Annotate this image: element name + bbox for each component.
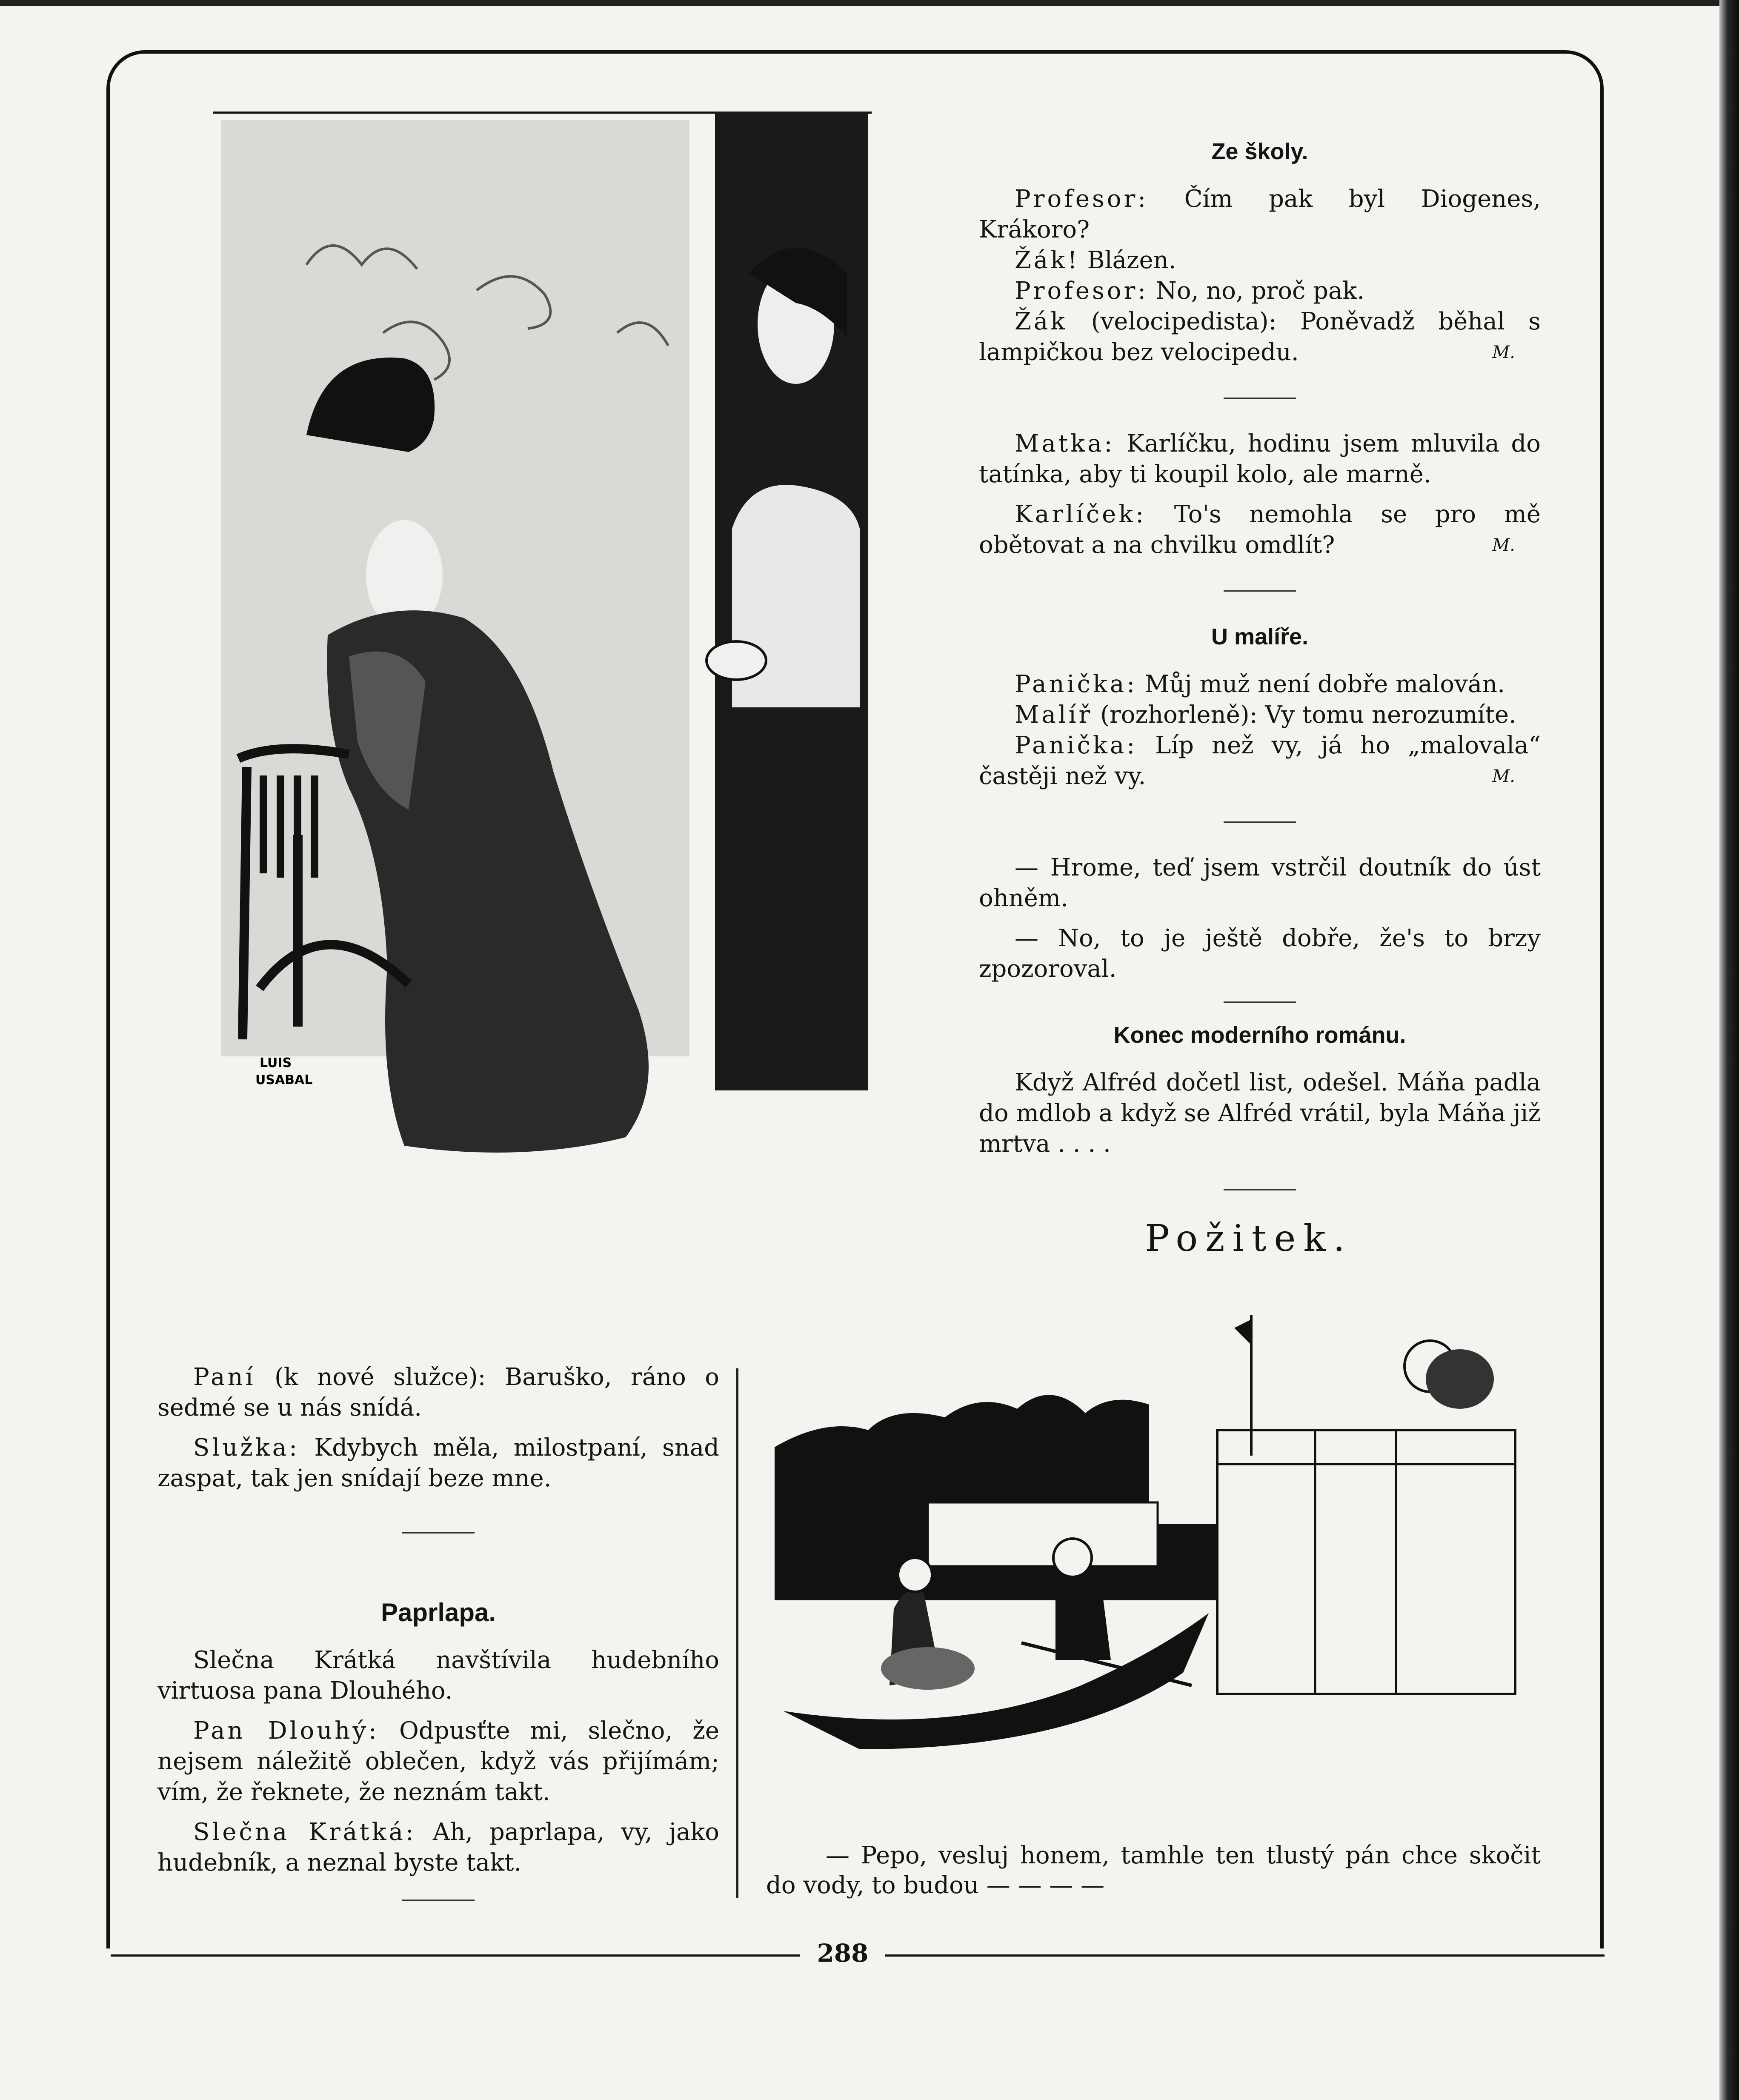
heading-ze-skoly: Ze školy. — [1211, 139, 1308, 164]
footer-rule-right — [885, 1954, 1605, 1957]
speaker: Karlíček: — [1015, 501, 1147, 528]
dialogue-text: Blázen. — [1079, 246, 1176, 274]
speaker: Služka: — [193, 1434, 300, 1462]
heading-paprlapa: Paprlapa. — [380, 1598, 496, 1627]
artist-signature-line2: USABAL — [255, 1073, 313, 1087]
dialogue-line: — Hrome, teď jsem vstrčil doutník do úst ohněm. — [979, 854, 1541, 912]
cartoon-title: Požitek. — [1145, 1217, 1353, 1260]
speaker: Panička: — [1015, 670, 1138, 698]
author-signature: M. — [1492, 343, 1515, 362]
illustration-rowing-boat — [766, 1302, 1566, 1830]
speaker: Panička: — [1015, 732, 1138, 759]
dialogue-line — [979, 276, 1541, 306]
dialogue-line — [157, 1433, 719, 1494]
dialogue-text: Odpusťte mi, slečno, že nejsem náležitě oblečen, když vás přijímám; vím, že řeknete, že neznám takt. — [157, 1717, 720, 1806]
heading-u-malire: U malíře. — [1211, 624, 1309, 649]
dialogue-line — [979, 499, 1541, 561]
dialogue-line — [979, 306, 1541, 368]
dialogue-text: To's nemohla se pro mě obětovat a na chvilku omdlít? — [979, 501, 1541, 559]
section-divider — [1224, 590, 1296, 592]
cartoon-illustration — [766, 1302, 1566, 1830]
dialogue-line — [979, 429, 1541, 490]
dialogue-text: Můj muž není dobře malován. — [1137, 670, 1505, 698]
top-edge-rule — [0, 0, 1739, 6]
illustration-woman-on-chair — [213, 112, 872, 1286]
footer-rule-left — [111, 1954, 800, 1957]
dialogue-text: Ah, paprlapa, vy, jako hudebník, a neznal byste takt. — [157, 1818, 719, 1877]
section-divider — [1224, 1001, 1296, 1003]
dialogue-line — [157, 1716, 719, 1808]
dialogue-line — [979, 184, 1541, 245]
section-divider — [402, 1900, 475, 1901]
dialogue-line — [979, 730, 1541, 792]
speaker: Žák! — [1015, 246, 1080, 274]
left-column — [157, 1362, 719, 1901]
main-illustration — [213, 112, 872, 1286]
dialogue-line — [157, 1817, 719, 1878]
column-divider — [736, 1368, 738, 1898]
author-signature: M. — [1492, 767, 1515, 786]
cartoon-caption — [766, 1841, 1541, 1900]
section-divider — [1224, 398, 1296, 399]
paragraph: Když Alfréd dočetl list, odešel. Máňa padla do mdlob a když se Alfréd vrátil, byla Máňa již mrtva . . . . — [979, 1069, 1541, 1158]
author-signature: M. — [1492, 535, 1515, 555]
dialogue-text: (rozhorleně): Vy tomu nerozumíte. — [1093, 701, 1516, 729]
dialogue-text: Slečna Krátká navštívila hudebního virtuosa pana Dlouhého. — [157, 1646, 719, 1705]
dialogue-line: — No, to je ještě dobře, že's to brzy zpozoroval. — [979, 924, 1541, 983]
page-number: 288 — [817, 1939, 869, 1968]
artist-signature-line1: LUIS — [260, 1056, 292, 1070]
section-divider — [402, 1532, 475, 1534]
dialogue-line — [979, 245, 1541, 276]
dialogue-text: No, no, proč pak. — [1148, 277, 1365, 305]
section-divider — [1224, 1189, 1296, 1190]
dialogue-text: Kdybych měla, milostpaní, snad zaspat, tak jen snídají beze mne. — [157, 1434, 719, 1492]
speaker: Matka: — [1015, 430, 1115, 458]
dialogue-line — [979, 669, 1541, 700]
heading-konec-romanu: Konec moderního románu. — [1113, 1022, 1406, 1048]
speaker: Žák — [1015, 308, 1068, 335]
speaker: Profesor: — [1015, 277, 1149, 305]
right-column — [979, 136, 1541, 1220]
speaker: Profesor: — [1015, 185, 1149, 213]
dialogue-text: (velocipedista): Poněvadž běhal s lampičkou bez velocipedu. — [979, 308, 1541, 366]
dialogue-text: Čím pak byl Diogenes, Krákoro? — [979, 185, 1541, 243]
dialogue-line — [979, 700, 1541, 730]
dialogue-text: Líp než vy, já ho „malovala“ častěji než vy. — [979, 732, 1541, 790]
speaker: Paní — [193, 1363, 256, 1391]
page-binding-edge — [1719, 0, 1739, 2100]
dialogue-text: (k nové služce): Baruško, ráno o sedmé se u nás snídá. — [157, 1363, 719, 1422]
section-divider — [1224, 821, 1296, 823]
speaker: Pan Dlouhý: — [193, 1717, 379, 1745]
caption-text: — Pepo, vesluj honem, tamhle ten tlustý pán chce skočit do vody, to budou — — — — — [766, 1842, 1541, 1899]
dialogue-line — [157, 1362, 719, 1423]
dialogue-text: Karlíčku, hodinu jsem mluvila do tatínka, aby ti koupil kolo, ale marně. — [979, 430, 1541, 488]
speaker: Malíř — [1015, 701, 1093, 729]
dialogue-line — [157, 1645, 719, 1706]
speaker: Slečna Krátká: — [193, 1818, 416, 1846]
